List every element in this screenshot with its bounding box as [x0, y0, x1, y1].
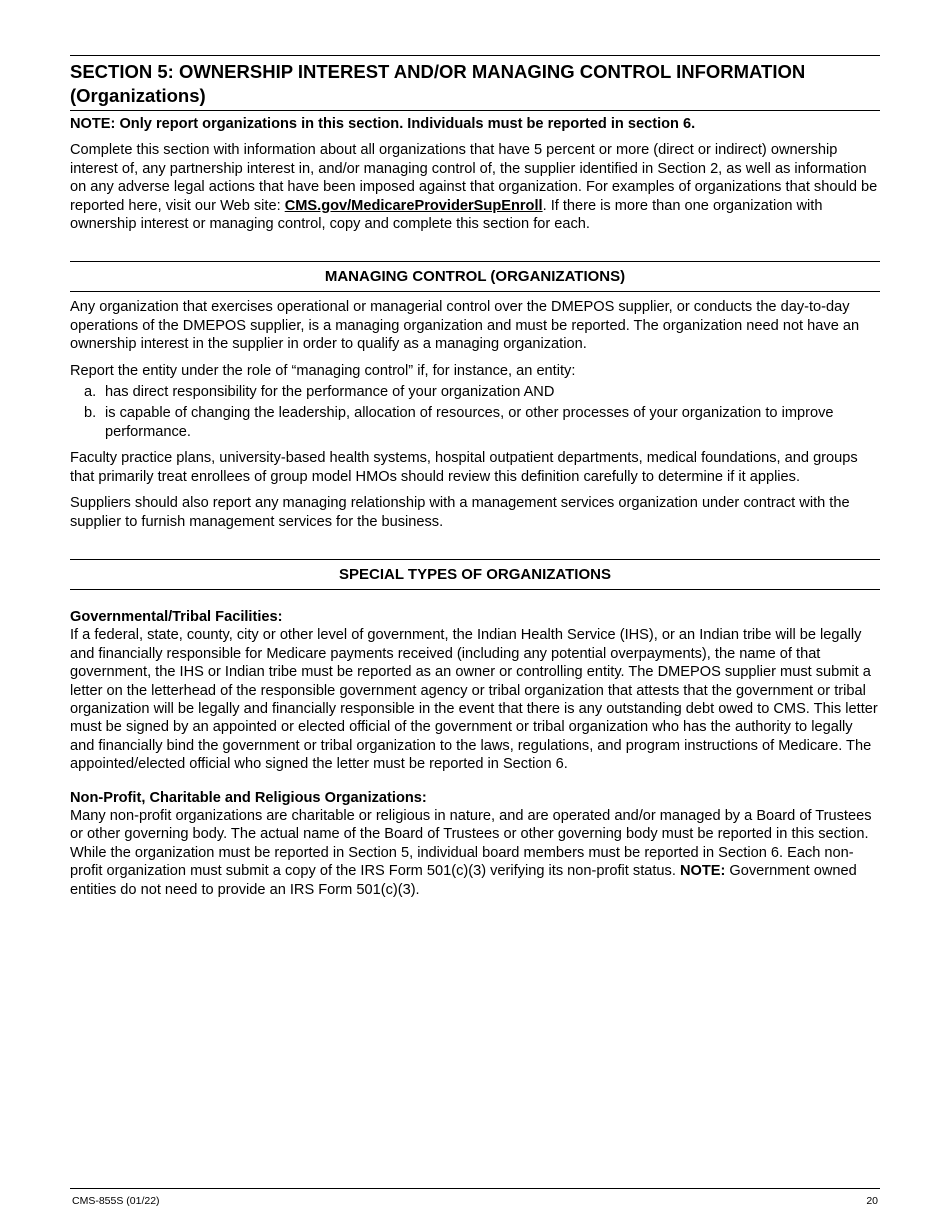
page-number: 20 — [866, 1195, 878, 1207]
managing-paragraph-2: Report the entity under the role of “managing control” if, for instance, an entity: — [70, 362, 576, 379]
governmental-heading: Governmental/Tribal Facilities: — [70, 608, 283, 625]
section-note: NOTE: Only report organizations in this section. Individuals must be reported in section 6. — [70, 116, 696, 132]
governmental-text: If a federal, state, county, city or other level of government, the Indian Health Service (IHS), or an Indian tribe will be legally and financially responsible for Medicare payments received (including any potential overpayments), the name of that government, the IHS or Indian tribe must be reported as an owner or controlling entity. The DMEPOS supplier must submit a letter on the letterhead of the responsible government agency or tribal organization that attests that the government or tribal organization will be legally and financially responsible in the event that there is any outstanding debt owed to CMS. This letter must be signed by an appointed or elected official of the government or tribal organization who has the authority to legally and financially bind the government or tribal organization to the laws, regulations, and program instructions of Medicare. The appointed/elected official who signed the letter must be reported in Section 6. — [70, 627, 878, 773]
managing-paragraph-4: Suppliers should also report any managing relationship with a management services organization under contract with the supplier to furnish management services for the business. — [70, 495, 850, 530]
managing-criteria-list — [70, 383, 880, 441]
list-marker: a. — [84, 384, 97, 401]
section-title-line2: (Organizations) — [70, 85, 206, 106]
list-item — [70, 404, 880, 441]
managing-paragraph-1: Any organization that exercises operational or managerial control over the DMEPOS supplier, or conducts the day-to-day operations of the DMEPOS supplier, is a managing organization and must be reported. The organization need not have an ownership interest in the supplier in order to qualify as a managing organization. — [70, 299, 860, 353]
managing-paragraph-3: Faculty practice plans, university-based health systems, hospital outpatient departments, medical foundations, and groups that primarily treat enrollees of group model HMOs should review this definition carefully to determine if it applies. — [70, 450, 858, 485]
page-footer — [70, 1188, 880, 1207]
section-title-line1: SECTION 5: OWNERSHIP INTEREST AND/OR MANAGING CONTROL INFORMATION — [70, 61, 806, 82]
non-profit-note-label: NOTE: — [679, 863, 726, 880]
list-item-text: is capable of changing the leadership, allocation of resources, or other processes of your organization to improve performance. — [105, 405, 834, 440]
governmental-block — [70, 608, 880, 774]
list-marker: b. — [84, 405, 97, 422]
non-profit-note-text: Government owned entities do not need to provide an IRS Form 501(c)(3). — [70, 863, 857, 898]
list-item — [70, 383, 880, 401]
non-profit-text — [70, 807, 880, 899]
section-intro — [70, 141, 880, 233]
intro-text-after-link: . If there is more than one organization with ownership interest or managing control, copy and complete this section for each. — [70, 197, 823, 233]
managing-control-banner: MANAGING CONTROL (ORGANIZATIONS) — [70, 261, 880, 292]
non-profit-block — [70, 789, 880, 899]
non-profit-heading: Non-Profit, Charitable and Religious Organizations: — [70, 789, 427, 806]
form-page — [70, 55, 880, 899]
cms-web-link[interactable]: CMS.gov/MedicareProviderSupEnroll — [284, 197, 543, 214]
special-types-banner: SPECIAL TYPES OF ORGANIZATIONS — [70, 559, 880, 590]
list-item-text: has direct responsibility for the performance of your organization AND — [105, 384, 555, 401]
non-profit-body: Many non-profit organizations are charitable or religious in nature, and are operated and/or managed by a Board of Trustees or other governing body. The actual name of the Board of Trustees or other governing body must be reported in this section. While the organization must be reported in Section 5, individual board members must be reported in Section 6. Each non-profit organization must submit a copy of the IRS Form 501(c)(3) verifying its non-profit status. — [70, 807, 872, 880]
section-title — [70, 56, 880, 111]
form-id: CMS-855S (01/22) — [72, 1195, 160, 1207]
intro-text: Complete this section with information about all organizations that have 5 percent or more (direct or indirect) ownership interest of, any partnership interest in, and/or managing control of, the supplier identified in Section 2, as well as information on any adverse legal actions that have been imposed against that organization. For examples of organizations that should be reported here, visit our Web site: — [70, 142, 878, 214]
